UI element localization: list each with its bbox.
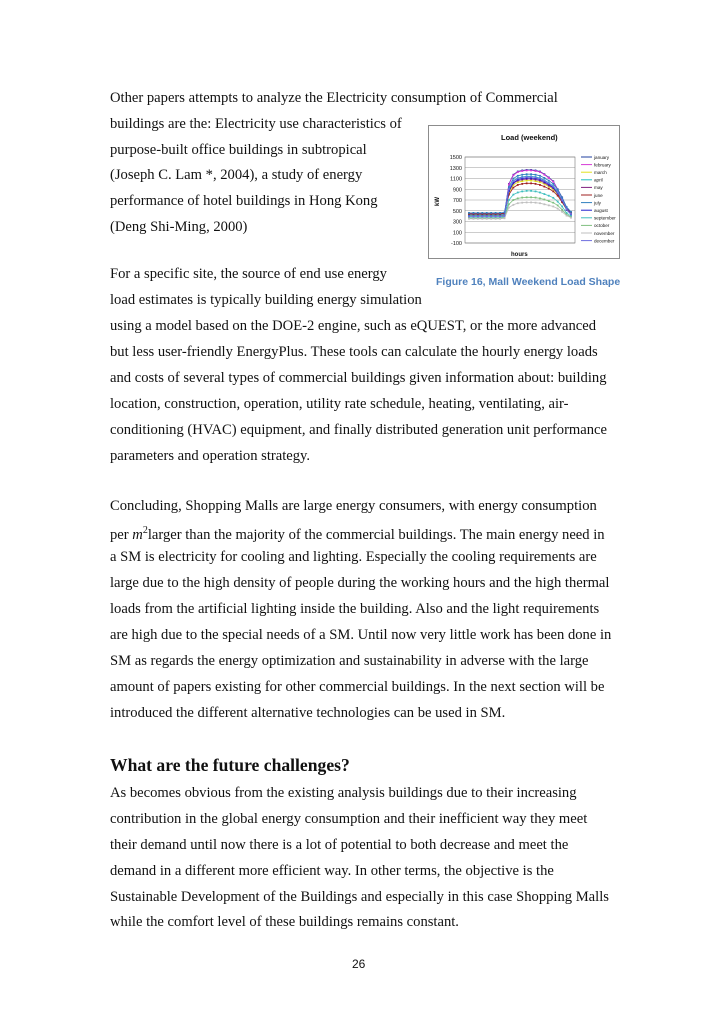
text-line: performance of hotel buildings in Hong Kong (110, 193, 378, 209)
text-line: location, construction, operation, utility rate schedule, heating, ventilating, air- (110, 396, 569, 412)
data-point-november (486, 218, 488, 220)
text-line: and costs of several types of commercial buildings given information about: building (110, 370, 607, 386)
data-point-december (566, 208, 568, 210)
legend-label-july: july (594, 200, 601, 206)
data-point-september (517, 192, 519, 194)
text-line: demand in a different more efficient way. In other terms, the objective is the (110, 863, 554, 879)
data-point-november (557, 208, 559, 210)
data-point-december (548, 182, 550, 184)
legend-label-april: april (594, 177, 603, 183)
data-point-november (539, 202, 541, 204)
data-point-december (530, 176, 532, 178)
data-point-september (521, 191, 523, 193)
legend-label-october: october (594, 223, 610, 229)
data-point-november (468, 218, 470, 220)
figure-caption: Figure 16, Mall Weekend Load Shape (436, 276, 621, 288)
data-point-july (521, 174, 523, 176)
data-point-february (526, 170, 528, 172)
data-point-november (530, 202, 532, 204)
text-line: As becomes obvious from the existing analysis buildings due to their increasing (110, 785, 577, 801)
data-point-july (517, 175, 519, 177)
chart-y-tick-label: 300 (452, 219, 462, 226)
data-point-june (512, 187, 514, 189)
data-point-july (543, 177, 545, 179)
legend-label-december: december (594, 238, 615, 244)
data-point-march (530, 180, 532, 182)
data-point-december (481, 215, 483, 217)
text-line: purpose-built office buildings in subtropical (110, 142, 367, 158)
data-point-september (557, 201, 559, 203)
data-point-october (552, 202, 554, 204)
data-point-march (521, 180, 523, 182)
chart-y-tick-label: 1100 (450, 176, 462, 183)
chart-title: Load (weekend) (501, 133, 558, 142)
data-point-november (526, 202, 528, 204)
data-point-november (473, 218, 475, 220)
data-point-november (495, 218, 497, 220)
data-point-february (530, 170, 532, 172)
data-point-december (552, 186, 554, 188)
data-point-november (512, 204, 514, 206)
data-point-february (535, 170, 537, 172)
data-point-july (490, 212, 492, 214)
data-point-november (481, 218, 483, 220)
text-line: (Joseph C. Lam *, 2004), a study of energy (110, 167, 363, 183)
text-line-with-formula (110, 522, 605, 544)
data-point-july (495, 212, 497, 214)
text-line: SM as regards the energy optimization and sustainability in adverse with the large (110, 653, 589, 669)
data-point-december (499, 215, 501, 217)
data-point-july (530, 173, 532, 175)
data-point-september (539, 192, 541, 194)
data-point-july (481, 212, 483, 214)
data-point-october (508, 203, 510, 205)
data-point-october (535, 197, 537, 199)
text-line: while the comfort level of these buildings remains constant. (110, 914, 459, 930)
legend-label-january: january (594, 154, 610, 160)
text-line: amount of papers existing for other commercial buildings. In the next section will be (110, 679, 605, 695)
text-line: conditioning (HVAC) equipment, and finally distributed generation unit performance (110, 422, 608, 438)
data-point-november (570, 217, 572, 219)
data-point-november (561, 211, 563, 213)
data-point-november (517, 202, 519, 204)
data-point-july (512, 178, 514, 180)
data-point-june (552, 191, 554, 193)
text-segment: larger than the majority of the commercial buildings. The main energy need in (147, 526, 605, 543)
data-point-july (548, 180, 550, 182)
data-point-december (477, 215, 479, 217)
data-point-october (526, 196, 528, 198)
data-point-october (557, 204, 559, 206)
text-line: using a model based on the DOE-2 engine, such as eQUEST, or the more advanced (110, 318, 597, 334)
data-point-october (539, 197, 541, 199)
data-point-december (490, 215, 492, 217)
data-point-february (517, 171, 519, 173)
data-point-december (495, 215, 497, 217)
data-point-november (543, 203, 545, 205)
text-line: parameters and operation strategy. (110, 448, 311, 464)
data-point-october (548, 200, 550, 202)
text-line: For a specific site, the source of end use energy (110, 266, 387, 282)
chart-y-label: kW (435, 197, 441, 206)
data-point-december (504, 215, 506, 217)
text-line: but less user-friendly EnergyPlus. These tools can calculate the hourly energy loads (110, 344, 598, 360)
chart-y-tick-label: 1300 (449, 165, 462, 172)
text-line: a SM is electricity for cooling and lighting. Especially the cooling requirements are (110, 549, 597, 565)
data-point-february (512, 174, 514, 176)
data-point-march (539, 181, 541, 183)
chart-y-tick-label: 900 (452, 187, 462, 194)
data-point-june (557, 195, 559, 197)
data-point-september (548, 195, 550, 197)
text-line: their demand until now there is a lot of potential to both decrease and meet the (110, 837, 569, 853)
data-point-december (473, 215, 475, 217)
data-point-october (517, 197, 519, 199)
text-line: load estimates is typically building energy simulation (110, 292, 422, 308)
text-line: introduced the different alternative technologies can be used in SM. (110, 705, 506, 721)
data-point-october (561, 209, 563, 211)
text-segment: per (110, 526, 133, 543)
data-point-december (526, 176, 528, 178)
text-line: buildings are the: Electricity use characteristics of (110, 116, 402, 132)
chart-y-tick-label: -100 (450, 241, 462, 247)
legend-label-august: august (594, 208, 608, 213)
text-line: contribution in the global energy consumption and their inefficient way they meet (110, 811, 588, 827)
data-point-december (512, 180, 514, 182)
text-line: are high due to the special needs of a SM. Until now very little work has been done in (110, 627, 612, 643)
data-point-september (552, 197, 554, 199)
legend-label-september: september (594, 215, 616, 221)
data-point-february (548, 177, 550, 179)
chart-y-tick-label: 100 (452, 230, 462, 237)
math-symbol: m (132, 526, 143, 543)
data-point-july (468, 212, 470, 214)
data-point-july (535, 174, 537, 176)
data-point-november (499, 218, 501, 220)
data-point-june (526, 182, 528, 184)
data-point-march (517, 181, 519, 183)
load-chart-figure (428, 125, 620, 259)
data-point-november (535, 202, 537, 204)
data-point-november (521, 202, 523, 204)
legend-label-may: may (594, 185, 603, 191)
superscript: 2 (142, 525, 148, 536)
data-point-july (499, 212, 501, 214)
data-point-december (535, 177, 537, 179)
data-point-february (521, 170, 523, 172)
data-point-december (468, 215, 470, 217)
data-point-december (521, 177, 523, 179)
text-line: Other papers attempts to analyze the Electricity consumption of Commercial (110, 90, 558, 106)
legend-label-june: june (594, 192, 603, 198)
data-point-december (557, 192, 559, 194)
data-point-november (504, 217, 506, 219)
data-point-june (548, 188, 550, 190)
load-chart (429, 126, 621, 260)
page-number: 26 (352, 957, 366, 971)
data-point-july (477, 212, 479, 214)
chart-x-label: hours (511, 252, 528, 258)
section-heading: What are the future challenges? (110, 755, 350, 775)
data-point-september (508, 199, 510, 201)
data-point-october (530, 196, 532, 198)
data-point-february (552, 181, 554, 183)
data-point-september (530, 190, 532, 192)
data-point-september (512, 194, 514, 196)
data-point-september (526, 190, 528, 192)
data-point-september (561, 206, 563, 208)
data-point-september (543, 193, 545, 195)
data-point-december (570, 213, 572, 215)
data-point-march (526, 180, 528, 182)
chart-y-tick-label: 500 (452, 208, 462, 215)
data-point-june (530, 182, 532, 184)
data-point-november (508, 207, 510, 209)
data-point-october (512, 199, 514, 201)
text-line: Sustainable Development of the Buildings and especially in this case Shopping Malls (110, 889, 609, 905)
data-point-june (535, 183, 537, 185)
data-point-december (561, 199, 563, 201)
data-point-july (526, 173, 528, 175)
data-point-september (535, 191, 537, 193)
data-point-december (539, 178, 541, 180)
data-point-february (539, 171, 541, 173)
data-point-november (566, 215, 568, 217)
data-point-july (539, 175, 541, 177)
data-point-november (552, 206, 554, 208)
data-point-june (521, 183, 523, 185)
series-line-june (469, 183, 571, 214)
data-point-november (548, 204, 550, 206)
data-point-july (570, 211, 572, 213)
legend-label-november: november (594, 230, 615, 236)
text-line: loads from the artificial lighting inside the building. Also and the light requirements (110, 601, 600, 617)
data-point-july (486, 212, 488, 214)
data-point-february (543, 174, 545, 176)
series-line-august (469, 178, 571, 216)
data-point-march (535, 180, 537, 182)
data-point-june (539, 184, 541, 186)
chart-y-tick-label: 700 (452, 198, 462, 204)
data-point-june (517, 184, 519, 186)
data-point-july (473, 212, 475, 214)
data-point-july (557, 189, 559, 191)
data-point-july (552, 183, 554, 185)
legend-label-march: march (594, 170, 607, 175)
text-line: Concluding, Shopping Malls are large energy consumers, with energy consumption (110, 498, 597, 514)
data-point-december (486, 215, 488, 217)
data-point-june (543, 186, 545, 188)
data-point-october (543, 199, 545, 201)
legend-label-february: february (594, 162, 611, 168)
text-line: (Deng Shi-Ming, 2000) (110, 219, 248, 235)
text-line: large due to the high density of people during the working hours and the high thermal (110, 575, 610, 591)
data-point-november (477, 218, 479, 220)
data-point-october (521, 197, 523, 199)
data-point-december (508, 188, 510, 190)
data-point-december (517, 178, 519, 180)
data-point-november (490, 218, 492, 220)
chart-y-tick-label: 1500 (449, 155, 462, 161)
data-point-december (543, 180, 545, 182)
